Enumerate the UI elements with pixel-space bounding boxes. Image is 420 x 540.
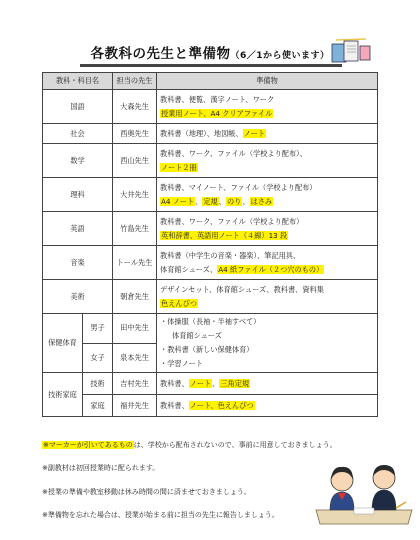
items-highlight: ノート、色えんぴつ <box>189 400 254 410</box>
subject-cell: 技術家庭 <box>43 373 83 417</box>
items-cell <box>157 246 378 280</box>
items-line: 体育館シューズ、 <box>160 264 218 274</box>
table-row-gika-home <box>43 395 378 417</box>
items-separator: 、 <box>218 196 226 206</box>
table-row-rika <box>43 178 378 212</box>
subject-cell: 国語 <box>43 90 113 124</box>
subject-cell: 英語 <box>43 212 113 246</box>
header-items: 準備物 <box>157 73 378 90</box>
items-line: ・学習ノート <box>160 359 203 368</box>
items-line: 体育館シューズ <box>172 331 222 340</box>
items-line: 教科書、ワーク、ファイル（学校より配布）、 <box>160 148 307 158</box>
items-line: 教科書、 <box>160 378 189 388</box>
items-highlight: 授業用ノート、A4 クリアファイル <box>161 108 273 118</box>
items-line: 教科書、 <box>160 400 189 410</box>
subgroup-cell: 男子 <box>83 314 113 344</box>
table-row-bijutsu <box>43 280 378 314</box>
note-forgotten: ※準備物を忘れた場合は、授業が始まる前に担当の先生に報告しましょう。 <box>42 511 279 519</box>
subgroup-cell: 技術 <box>83 373 113 395</box>
teacher-cell: 泉本先生 <box>113 343 157 373</box>
items-highlight: 色えんぴつ <box>161 298 197 308</box>
items-line: ・体操服（長袖・半袖すべて） <box>160 317 261 326</box>
subject-cell: 理科 <box>43 178 113 212</box>
subgroup-cell: 家庭 <box>83 395 113 417</box>
note-text: は、学校から配布されないので、事前に用意しておきましょう。 <box>133 441 337 449</box>
table-row-shakai <box>43 124 378 144</box>
subgroup-cell: 女子 <box>83 343 113 373</box>
items-highlight: ノート <box>243 128 266 138</box>
items-separator: 、 <box>195 196 203 206</box>
students-illustration-icon <box>312 458 416 526</box>
table-header-row <box>43 73 378 90</box>
items-separator: 、 <box>212 378 220 388</box>
items-cell <box>157 124 378 144</box>
teacher-cell: 朝倉先生 <box>113 280 157 314</box>
items-line: ・教科書（新しい保健体育） <box>160 345 254 354</box>
note-highlight: ※マーカーが引いてあるもの <box>43 441 133 449</box>
items-highlight: はさみ <box>250 196 273 206</box>
teacher-cell: 西山先生 <box>113 144 157 178</box>
teacher-cell: 吉村先生 <box>113 373 157 395</box>
items-cell <box>157 373 378 395</box>
items-cell <box>157 212 378 246</box>
items-cell <box>157 90 378 124</box>
items-cell <box>157 395 378 417</box>
subject-cell: 保健体育 <box>43 314 83 373</box>
table-row-ongaku <box>43 246 378 280</box>
items-cell <box>157 178 378 212</box>
items-cell <box>157 314 378 373</box>
teacher-cell: 竹島先生 <box>113 212 157 246</box>
teacher-supply-table <box>42 72 378 417</box>
header-teacher: 担当の先生 <box>113 73 157 90</box>
subject-cell: 音楽 <box>43 246 113 280</box>
items-highlight: ノート <box>189 378 212 388</box>
header-subject: 教科・科目名 <box>43 73 113 90</box>
items-highlight: A4 ノート <box>161 196 195 206</box>
teacher-cell: 西奥先生 <box>113 124 157 144</box>
table-row-hoken-boys <box>43 314 378 344</box>
table-row-eigo <box>43 212 378 246</box>
title-subtitle: （6／1から使います） <box>230 51 330 61</box>
subject-cell: 美術 <box>43 280 113 314</box>
books-illustration-icon <box>330 38 374 64</box>
items-line: 教科書、ワーク、ファイル（学校より配布） <box>160 216 304 226</box>
items-highlight: A4 紙ファイル（２つ穴のもの） <box>218 264 324 274</box>
items-line: 教科書、便覧、漢字ノート、ワーク <box>160 94 275 104</box>
table-row-kokugo <box>43 90 378 124</box>
items-line: 教科書（地理）、地図帳、 <box>160 128 243 138</box>
items-line: 教科書（中学生の音楽・器楽）、筆記用具、 <box>160 250 301 260</box>
title-text: 各教科の先生と準備物 <box>90 46 231 62</box>
items-line: デザインセット、体育館シューズ、教科書、資料集 <box>160 284 324 294</box>
table-row-sugaku <box>43 144 378 178</box>
subject-cell: 社会 <box>43 124 113 144</box>
items-highlight: 定規 <box>203 196 218 206</box>
teacher-cell: 大井先生 <box>113 178 157 212</box>
items-line: 教科書、マイノート、ファイル（学校より配布） <box>160 182 317 192</box>
teacher-cell: 大森先生 <box>113 90 157 124</box>
note-preparation: ※授業の準備や教室移動は休み時間の間に済ませておきましょう。 <box>42 488 251 496</box>
table-row-gika-tech <box>43 373 378 395</box>
teacher-cell: トール先生 <box>113 246 157 280</box>
subject-cell: 数学 <box>43 144 113 178</box>
items-highlight: ノート２冊 <box>161 162 197 172</box>
items-separator: 、 <box>242 196 250 206</box>
items-cell <box>157 144 378 178</box>
note-marker <box>42 440 337 450</box>
note-supplementary: ※副教材は初回授業時に配られます。 <box>42 464 160 472</box>
items-highlight: のり <box>226 196 242 206</box>
items-highlight: 三角定規 <box>220 378 250 388</box>
items-cell <box>157 280 378 314</box>
teacher-cell: 福井先生 <box>113 395 157 417</box>
teacher-cell: 田中先生 <box>113 314 157 344</box>
items-highlight: 英和辞書、英語用ノート（４線）13 段 <box>161 230 288 240</box>
title-underline <box>80 64 342 67</box>
